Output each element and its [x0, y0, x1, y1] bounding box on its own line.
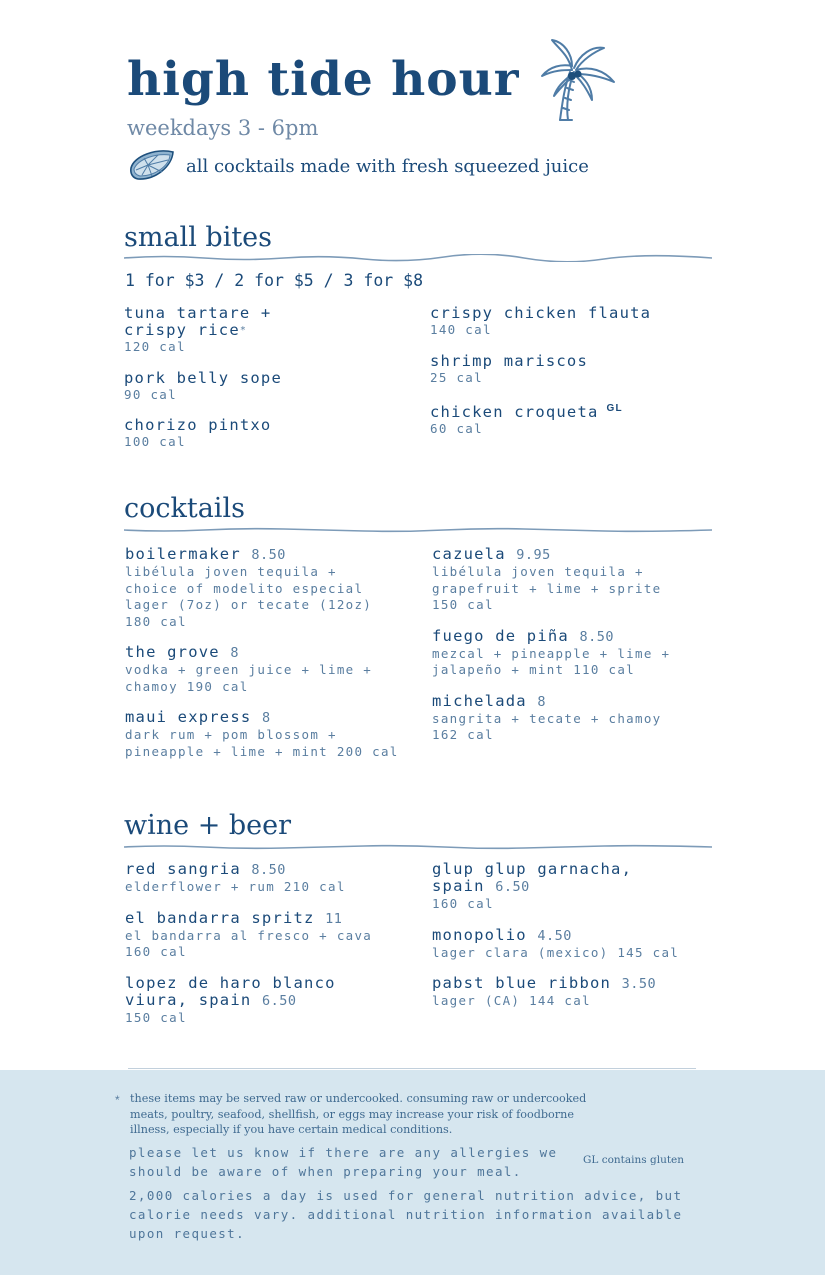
item-price: 6.50: [495, 879, 530, 895]
palm-tree-icon: [538, 36, 620, 124]
list-item: [125, 709, 425, 760]
list-item: [125, 644, 425, 695]
section-title-cocktails: cocktails: [124, 493, 245, 524]
raw-food-notice: these items may be served raw or undercooked. consuming raw or undercooked meats, poultry, seafood, shellfish, or eggs may increase your risk of foodborne illness, especially if you have certain medical conditions.: [130, 1092, 587, 1136]
item-name: chorizo pintxo: [124, 416, 272, 434]
list-item: [125, 910, 425, 961]
item-description: lager (CA) 144 cal: [432, 993, 591, 1008]
list-item: [125, 861, 425, 896]
item-description: vodka + green juice + lime +: [125, 662, 373, 677]
item-price: 3.50: [621, 976, 657, 992]
item-name: the grove: [125, 643, 220, 661]
wavy-divider: [124, 843, 712, 851]
item-description: mezcal + pineapple + lime +: [432, 645, 671, 661]
item-name: pabst blue ribbon: [432, 974, 612, 992]
bites-right-column: [430, 305, 720, 452]
wine-beer-left-column: [125, 861, 425, 1040]
cocktails-right-column: [432, 546, 722, 758]
item-description: 150 cal: [125, 1009, 187, 1025]
list-item: [124, 370, 414, 404]
hours-subtitle: weekdays 3 - 6pm: [127, 116, 319, 140]
item-description: 162 cal: [432, 727, 494, 742]
footer-divider: [128, 1068, 696, 1069]
cocktails-left-column: [125, 546, 425, 774]
item-name: shrimp mariscos: [430, 351, 588, 370]
item-description: lager (7oz) or tecate (12oz): [125, 597, 373, 612]
item-price: 8: [261, 710, 271, 726]
item-description: sangrita + tecate + chamoy: [432, 710, 662, 726]
list-item: [125, 975, 425, 1027]
item-price: 4.50: [537, 927, 572, 944]
list-item: [125, 546, 425, 630]
bites-pricing: 1 for $3 / 2 for $5 / 3 for $8: [125, 271, 424, 290]
lime-slice-icon: [128, 148, 176, 182]
item-name: red sangria: [125, 860, 241, 878]
wine-beer-right-column: [432, 861, 722, 1024]
item-description: libélula joven tequila +: [125, 564, 337, 579]
section-title-small-bites: small bites: [124, 222, 273, 253]
list-item: [124, 417, 414, 451]
item-name: viura, spain: [125, 990, 252, 1009]
allergy-notice: please let us know if there are any allergies we should be aware of when preparing your meal.: [129, 1145, 558, 1179]
nutrition-notice: 2,000 calories a day is used for general nutrition advice, but calorie needs vary. additional nutrition information available upon request.: [129, 1188, 683, 1241]
item-description: 160 cal: [432, 896, 494, 911]
list-item: [432, 975, 722, 1010]
list-item: [124, 305, 414, 356]
item-name: michelada: [432, 691, 527, 710]
wavy-divider: [124, 254, 712, 262]
list-item: [430, 305, 720, 339]
item-name: tuna tartare +: [124, 304, 272, 322]
item-calories: 25 cal: [430, 369, 483, 385]
tagline: all cocktails made with fresh squeezed juice: [186, 156, 589, 177]
item-description: dark rum + pom blossom +: [125, 727, 337, 742]
item-name: spain: [432, 877, 485, 895]
item-calories: 140 cal: [430, 322, 492, 337]
item-description: elderflower + rum 210 cal: [125, 879, 346, 894]
item-name: crispy chicken flauta: [430, 304, 652, 322]
gluten-legend: GL contains gluten: [583, 1154, 685, 1166]
item-price: 6.50: [261, 992, 297, 1009]
raw-asterisk: *: [115, 1093, 120, 1107]
item-name: cazuela: [432, 545, 506, 563]
section-title-wine-beer: wine + beer: [124, 810, 292, 841]
item-price: 8: [537, 693, 546, 710]
item-calories: 60 cal: [430, 421, 483, 437]
item-price: 8.50: [251, 547, 286, 563]
list-item: [432, 861, 722, 913]
item-name: boilermaker: [125, 545, 241, 563]
wavy-divider: [124, 526, 712, 534]
gluten-mark: GL: [606, 403, 623, 414]
list-item: [432, 927, 722, 962]
item-name: glup glup garnacha,: [432, 860, 633, 878]
item-description: grapefruit + lime + sprite: [432, 580, 662, 596]
item-name: monopolio: [432, 925, 527, 944]
item-price: 8.50: [251, 862, 286, 878]
item-price: 11: [325, 910, 343, 927]
item-price: 8.50: [579, 628, 614, 645]
item-name: chicken croqueta: [430, 403, 599, 422]
list-item: [432, 546, 722, 614]
list-item: [432, 628, 722, 679]
item-description: chamoy 190 cal: [125, 678, 249, 694]
item-price: 8: [230, 645, 239, 661]
menu-title: high tide hour: [127, 52, 520, 107]
item-name: crispy rice: [124, 321, 240, 339]
item-description: choice of modelito especial: [125, 580, 364, 596]
item-description: jalapeño + mint 110 cal: [432, 662, 635, 677]
item-description: lager clara (mexico) 145 cal: [432, 944, 680, 960]
item-calories: 120 cal: [124, 339, 186, 354]
item-description: el bandarra al fresco + cava: [125, 927, 373, 943]
item-calories: 100 cal: [124, 434, 186, 449]
item-description: 160 cal: [125, 944, 187, 959]
item-calories: 90 cal: [124, 386, 177, 402]
item-description: 180 cal: [125, 613, 187, 629]
item-name: fuego de piña: [432, 626, 569, 645]
item-description: 150 cal: [432, 597, 494, 612]
item-name: lopez de haro blanco: [125, 973, 336, 992]
list-item: [432, 693, 722, 744]
list-item: [430, 353, 720, 387]
item-price: 9.95: [516, 547, 551, 563]
item-description: pineapple + lime + mint 200 cal: [125, 743, 399, 759]
item-name: pork belly sope: [124, 368, 282, 387]
raw-asterisk: *: [239, 325, 248, 336]
item-name: maui express: [125, 708, 252, 726]
item-name: el bandarra spritz: [125, 908, 315, 927]
list-item: [430, 400, 720, 438]
item-description: libélula joven tequila +: [432, 564, 644, 579]
bites-left-column: [124, 305, 414, 465]
